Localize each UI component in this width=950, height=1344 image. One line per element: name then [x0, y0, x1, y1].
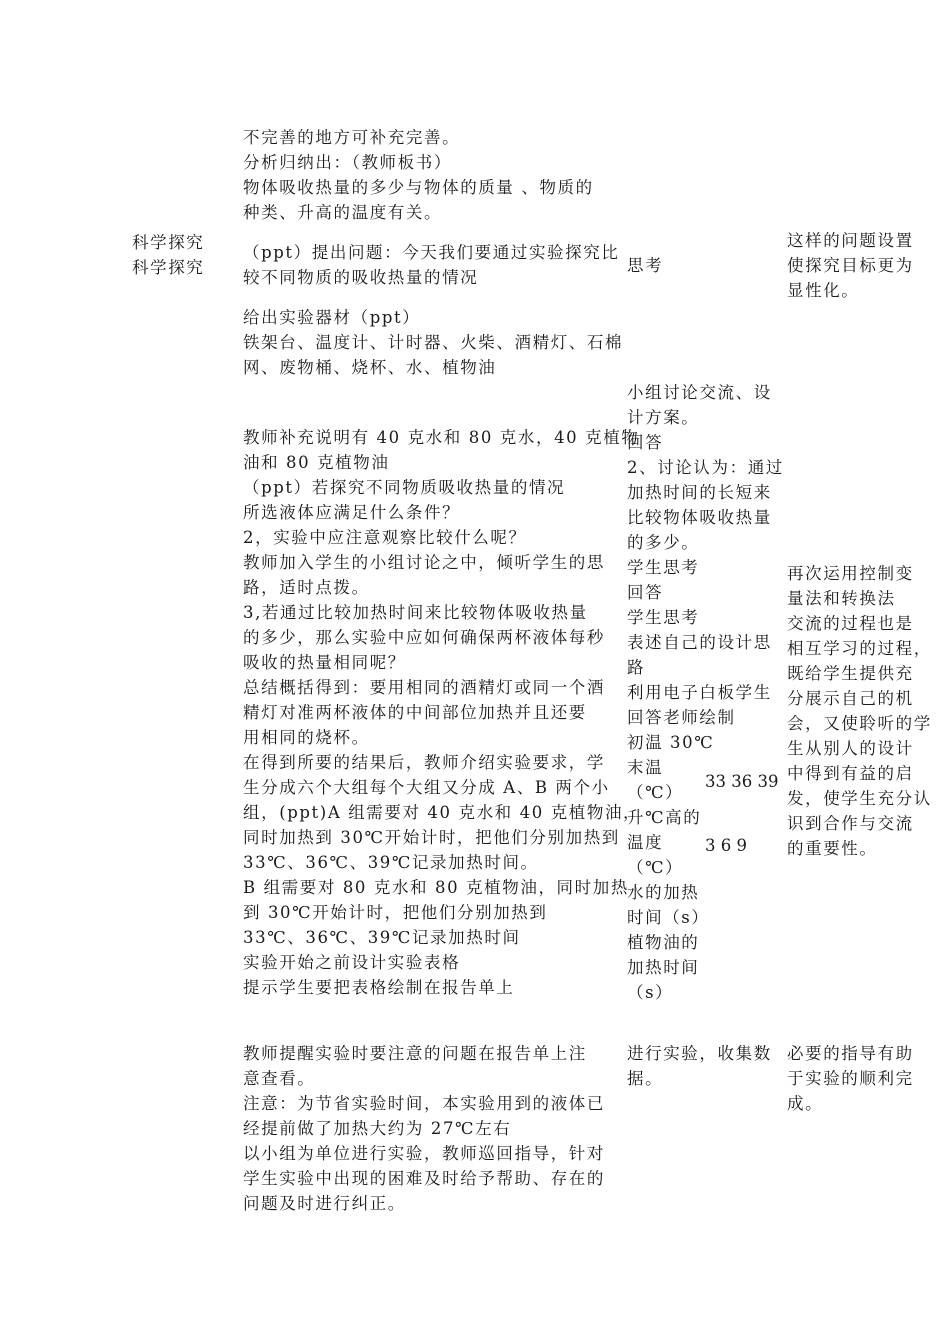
text-line: 问题及时进行纠正。	[243, 1194, 406, 1213]
teacher-text-block-3	[243, 305, 623, 380]
text-line: 所选液体应满足什么条件？	[243, 503, 461, 522]
text-line: 注意：为节省实验时间，本实验用到的液体已	[243, 1094, 605, 1113]
text-line: 于实验的顺利完	[787, 1069, 914, 1088]
text-line: 会，又使聆听的学	[787, 714, 932, 733]
text-line: 油和 80 克植物油	[243, 453, 390, 472]
text-line: 识到合作与交流	[787, 814, 914, 833]
text-line: 教师补充说明有 40 克水和 80 克水，40 克植物	[243, 428, 640, 447]
text-line: 教师加入学生的小组讨论之中，倾听学生的思	[243, 553, 605, 572]
text-line: 温度	[627, 833, 664, 852]
text-line: 相互学习的过程，	[787, 639, 932, 658]
text-line: 必要的指导有助	[787, 1044, 914, 1063]
end-temperature-values: 33 36 39	[705, 772, 779, 791]
teacher-text-block-4	[243, 425, 642, 1000]
text-line: 的重要性。	[787, 839, 878, 858]
text-line: （s）	[627, 983, 674, 1002]
text-line: 表述自己的设计思	[627, 633, 772, 652]
student-text-block-1	[627, 253, 785, 278]
text-line: 加热时间的长短来	[627, 483, 772, 502]
text-line: 铁架台、温度计、计时器、火柴、酒精灯、石棉	[243, 333, 624, 352]
text-line: （ppt）若探究不同物质吸收热量的情况	[243, 478, 566, 497]
text-line: 物体吸收热量的多少与物体的质量 、物质的	[243, 178, 594, 197]
text-line: 成。	[787, 1094, 824, 1113]
temperature-rise-values: 3 6 9	[705, 836, 747, 855]
text-line: 加热时间	[627, 958, 700, 977]
text-line: 计方案。	[627, 408, 700, 427]
text-line: 经提前做了加热大约为 27℃左右	[243, 1119, 512, 1138]
text-line: 分析归纳出：（教师板书）	[243, 153, 452, 172]
text-line: 意查看。	[243, 1069, 316, 1088]
text-line: 思考	[627, 256, 664, 275]
text-line: 给出实验器材（ppt）	[243, 308, 421, 327]
text-line: 在得到所要的结果后，教师介绍实验要求，学	[243, 753, 605, 772]
text-line: 33℃、36℃、39℃记录加热时间。	[243, 853, 539, 872]
text-line: 初温 30℃	[627, 733, 715, 752]
text-line: 教师提醒实验时要注意的问题在报告单上注	[243, 1044, 587, 1063]
text-line: （℃）	[627, 858, 684, 877]
text-line: 不完善的地方可补充完善。	[243, 128, 461, 147]
text-line: 学生思考	[627, 608, 700, 627]
teacher-text-block-2	[243, 240, 623, 290]
text-line: 提示学生要把表格绘制在报告单上	[243, 978, 515, 997]
text-line: 较不同物质的吸收热量的情况	[243, 268, 479, 287]
text-line: 学生实验中出现的困难及时给予帮助、存在的	[243, 1169, 605, 1188]
text-line: 水的加热	[627, 883, 700, 902]
text-line: 交流的过程也是	[787, 614, 914, 633]
text-line: 末温	[627, 758, 664, 777]
stage-column	[132, 230, 232, 280]
purpose-text-block-1	[787, 228, 937, 303]
text-line: 比较物体吸收热量	[627, 508, 772, 527]
text-line: 以小组为单位进行实验，教师巡回指导，针对	[243, 1144, 605, 1163]
text-line: 3,若通过比较加热时间来比较物体吸收热量	[243, 603, 588, 622]
text-line: （ppt）提出问题：今天我们要通过实验探究比	[243, 243, 620, 262]
text-line: 用相同的烧杯。	[243, 728, 370, 747]
text-line: 组，(ppt)A 组需要对 40 克水和 40 克植物油，	[243, 803, 642, 822]
text-line: 生分成六个大组每个大组又分成 A、B 两个小	[243, 778, 610, 797]
text-line: B 组需要对 80 克水和 80 克植物油，同时加热	[243, 878, 629, 897]
text-line: 显性化。	[787, 281, 860, 300]
text-line: 生从别人的设计	[787, 739, 914, 758]
text-line: 使探究目标更为	[787, 256, 914, 275]
text-line: 科学探究	[132, 233, 205, 252]
text-line: 植物油的	[627, 933, 700, 952]
text-line: 时间（s）	[627, 908, 710, 927]
text-line: 小组讨论交流、设	[627, 383, 772, 402]
text-line: 回答	[627, 583, 664, 602]
teacher-text-block-5	[243, 1041, 623, 1216]
text-line: 33℃、36℃、39℃记录加热时间	[243, 928, 521, 947]
text-line: 实验开始之前设计实验表格	[243, 953, 461, 972]
text-line: 发，使学生充分认	[787, 789, 932, 808]
text-line: 利用电子白板学生	[627, 683, 772, 702]
text-line: 种类、升高的温度有关。	[243, 203, 443, 222]
student-text-block-2	[627, 380, 785, 1005]
text-line: 路，适时点拨。	[243, 578, 370, 597]
text-line: 据。	[627, 1069, 664, 1088]
text-line: 2、讨论认为：通过	[627, 458, 784, 477]
text-line: 既给学生提供充	[787, 664, 914, 683]
text-line: （℃）	[627, 783, 684, 802]
text-line: 网、废物桶、烧杯、水、植物油	[243, 358, 497, 377]
student-text-block-3	[627, 1041, 785, 1091]
text-line: 路	[627, 658, 646, 677]
text-line: 吸收的热量相同呢？	[243, 653, 406, 672]
text-line: 学生思考	[627, 558, 700, 577]
text-line: 科学探究	[132, 258, 205, 277]
text-line: 进行实验，收集数	[627, 1044, 772, 1063]
text-line: 精灯对准两杯液体的中间部位加热并且还要	[243, 703, 587, 722]
text-line: 再次运用控制变	[787, 564, 914, 583]
text-line: 回答	[627, 433, 664, 452]
text-line: 升℃高的	[627, 808, 702, 827]
text-line: 分展示自己的机	[787, 689, 914, 708]
text-line: 量法和转换法	[787, 589, 896, 608]
purpose-text-block-2	[787, 561, 937, 861]
purpose-text-block-3	[787, 1041, 937, 1116]
text-line: 回答老师绘制	[627, 708, 736, 727]
text-line: 的多少，那么实验中应如何确保两杯液体每秒	[243, 628, 605, 647]
text-line: 2，实验中应注意观察比较什么呢？	[243, 528, 527, 547]
text-line: 到 30℃开始计时，把他们分别加热到	[243, 903, 548, 922]
text-line: 这样的问题设置	[787, 231, 914, 250]
text-line: 总结概括得到：要用相同的酒精灯或同一个酒	[243, 678, 605, 697]
teacher-text-block-1	[243, 125, 623, 225]
text-line: 中得到有益的启	[787, 764, 914, 783]
text-line: 的多少。	[627, 533, 700, 552]
text-line: 同时加热到 30℃开始计时，把他们分别加热到	[243, 828, 620, 847]
